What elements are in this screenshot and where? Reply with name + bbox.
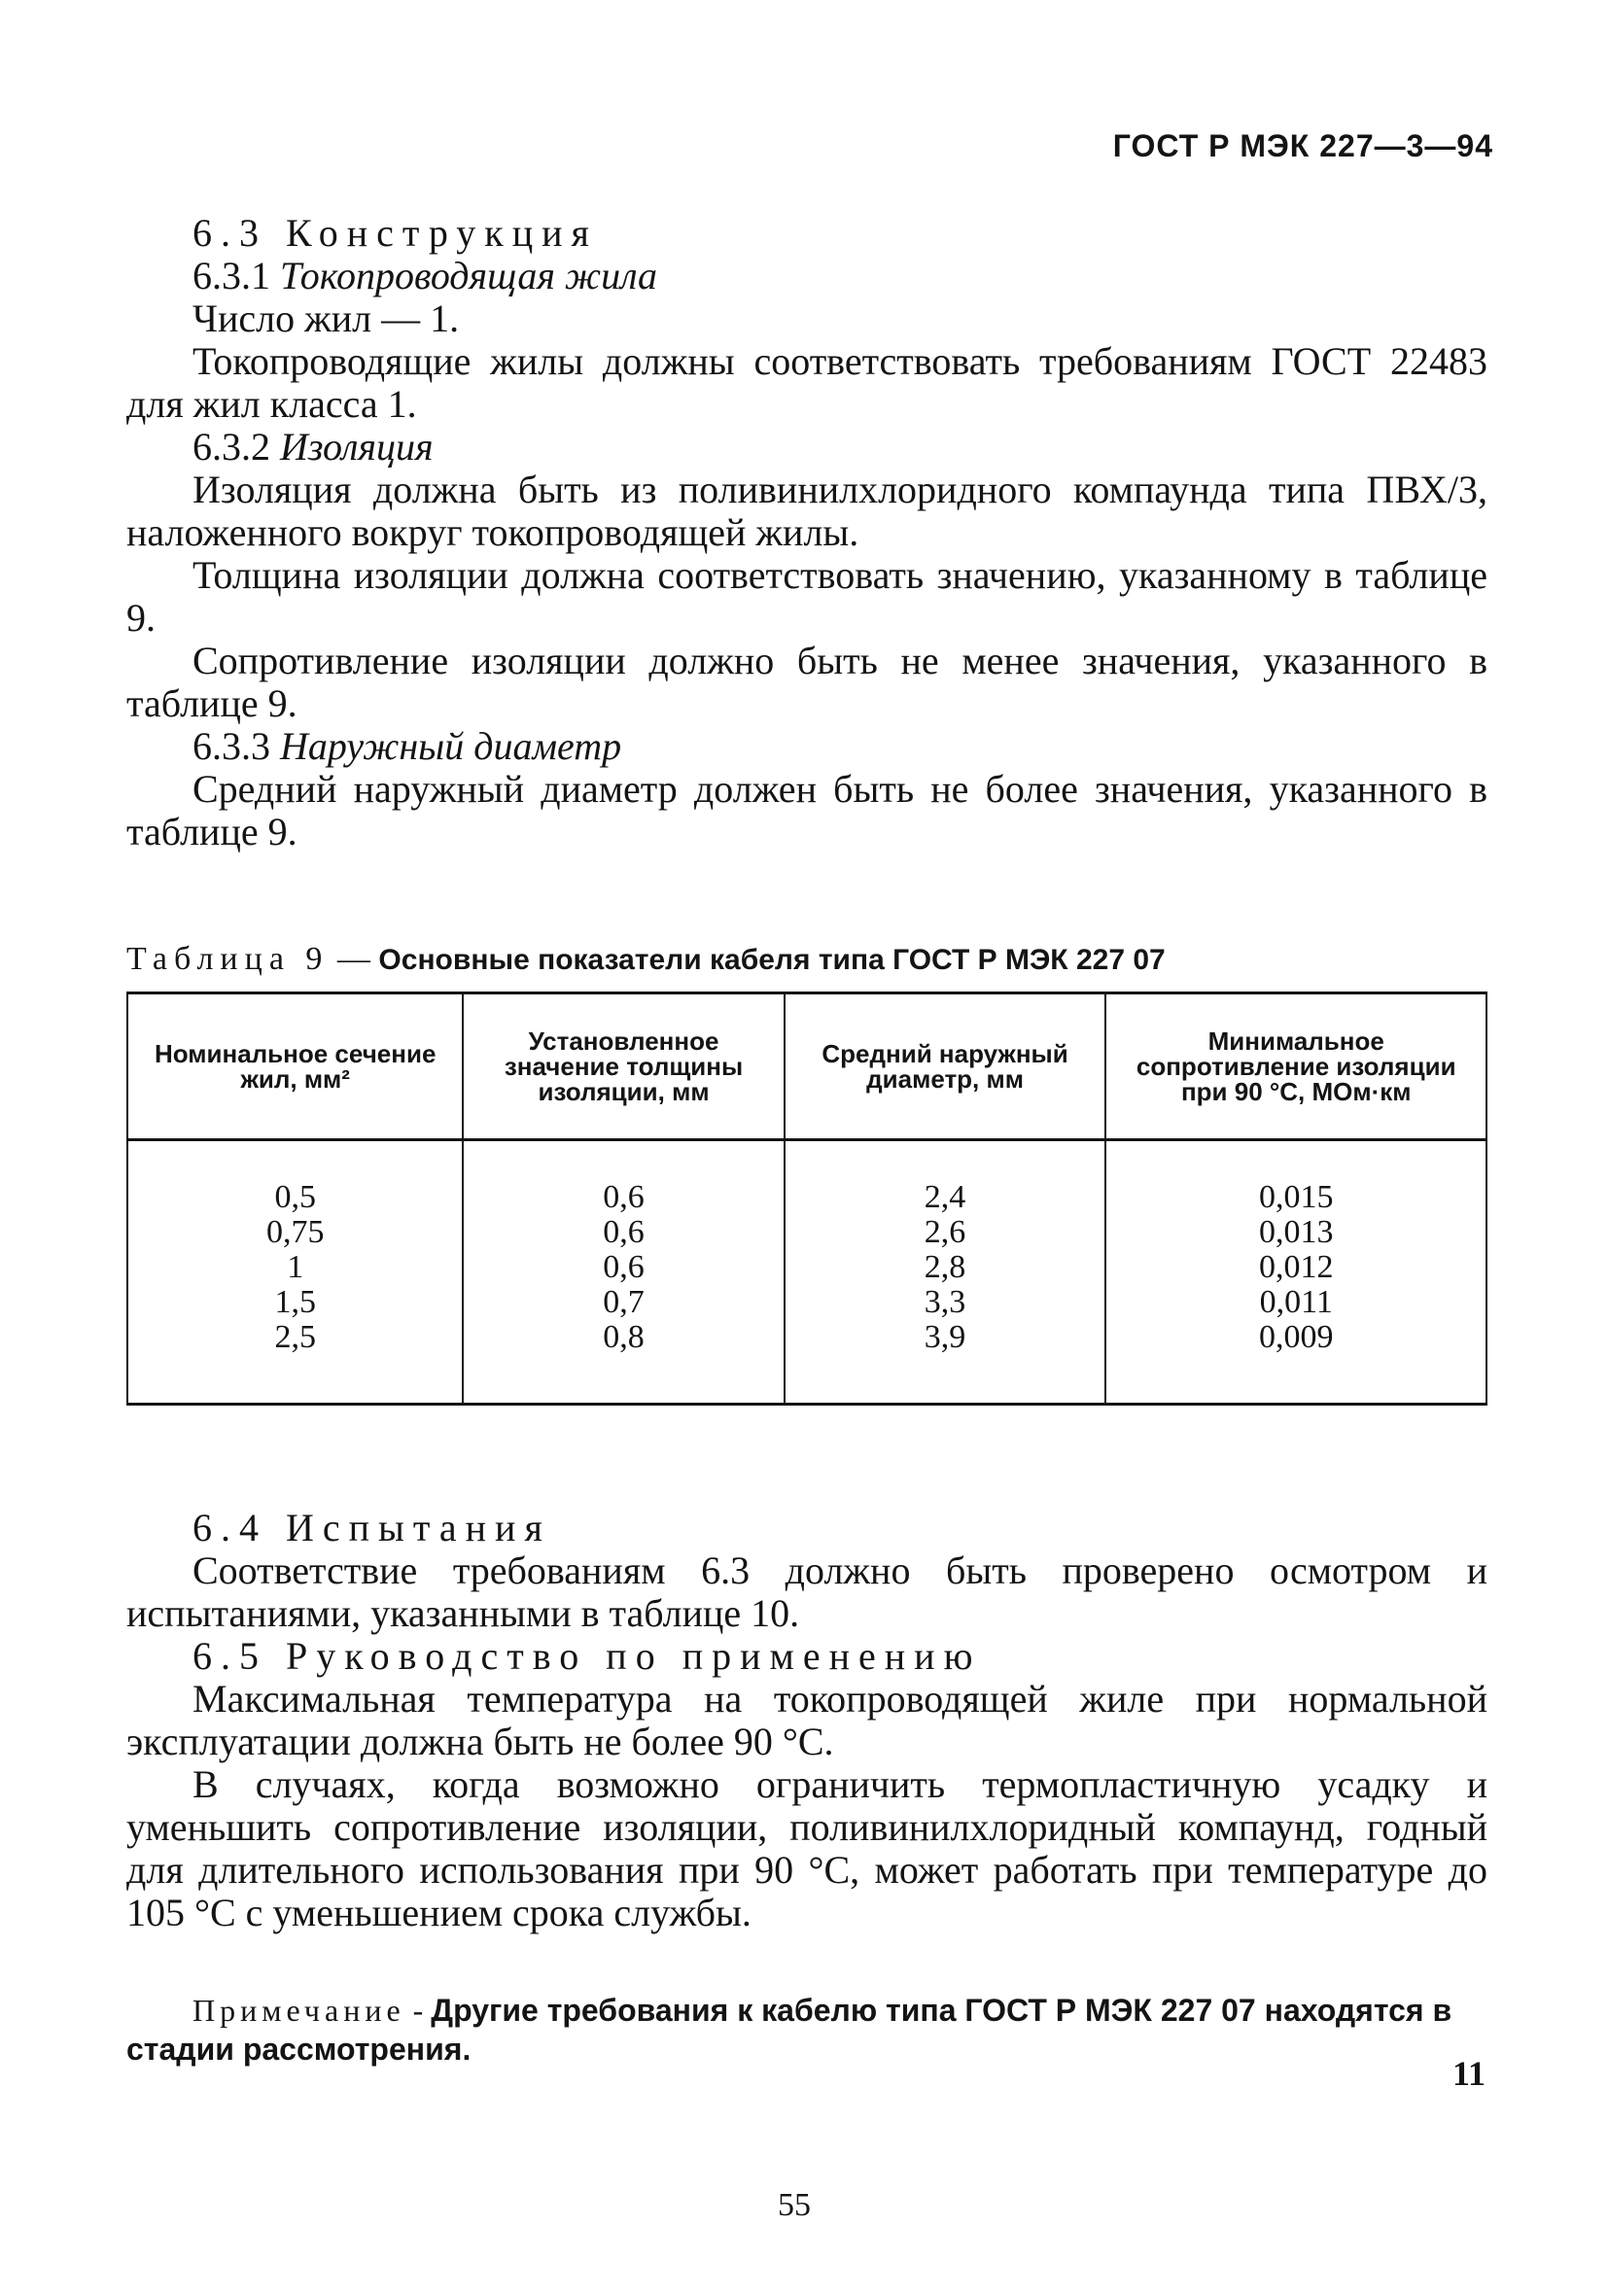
table-cell: 2,4	[924, 1179, 966, 1215]
table-9-title: Основные показатели кабеля типа ГОСТ Р МЭК 227 07	[378, 944, 1166, 976]
subsection-6-3-1-number: 6.3.1	[192, 254, 270, 297]
sections-6-4-6-5	[126, 1507, 1487, 1934]
section-6-5-title: 6.5 Руководство по применению	[192, 1634, 982, 1678]
table-9-caption	[126, 941, 1390, 978]
column-insulation-resistance	[1105, 1140, 1486, 1405]
diameter-paragraph: Средний наружный диаметр должен быть не более значения, указанного в таблице 9.	[126, 767, 1487, 853]
table-cell: 0,8	[603, 1319, 645, 1355]
num-cores-text: Число жил — 1.	[192, 296, 460, 340]
table-cell: 2,6	[924, 1214, 966, 1250]
table-cell: 0,013	[1258, 1214, 1334, 1250]
note-block	[126, 1991, 1487, 2069]
insulation-material-paragraph: Изоляция должна быть из поливинилхлоридного компаунда типа ПВХ/3, наложенного вокруг токопроводящей жилы.	[126, 468, 1487, 554]
table-cell: 0,6	[603, 1179, 645, 1215]
subsection-6-3-2-number: 6.3.2	[192, 425, 270, 469]
table-cell: 0,5	[274, 1179, 316, 1215]
table-cell: 2,8	[924, 1249, 966, 1285]
insulation-resistance-paragraph: Сопротивление изоляции должно быть не менее значения, указанного в таблице 9.	[126, 639, 1487, 725]
column-outer-diameter	[785, 1140, 1106, 1405]
table-cell: 1,5	[274, 1284, 316, 1320]
table-cell: 0,7	[603, 1284, 645, 1320]
table-cell: 0,015	[1258, 1179, 1334, 1215]
table-body-row	[127, 1140, 1486, 1405]
subsection-6-3-1-heading	[126, 255, 1487, 297]
subsection-6-3-3-title: Наружный диаметр	[280, 724, 622, 768]
header-insulation-thickness: Установленное значение толщины изоляции, мм	[463, 993, 784, 1140]
subsection-6-3-3-heading	[126, 725, 1487, 768]
column-insulation-thickness	[463, 1140, 784, 1405]
tests-paragraph: Соответствие требованиям 6.3 должно быть проверено осмотром и испытаниями, указанными в таблице 10.	[126, 1548, 1487, 1635]
insulation-thickness-paragraph: Толщина изоляции должна соответствовать значению, указанному в таблице 9.	[126, 553, 1487, 640]
section-6-4-title: 6.4 Испытания	[192, 1506, 551, 1549]
subsection-6-3-2-title: Изоляция	[280, 425, 434, 469]
table-header-row	[127, 993, 1486, 1140]
conductors-paragraph: Токопроводящие жилы должны соответствовать требованиям ГОСТ 22483 для жил класса 1.	[126, 339, 1487, 426]
subsection-6-3-2-heading	[126, 426, 1487, 469]
header-insulation-resistance: Минимальное сопротивление изоляции при 90 °С, МОм·км	[1105, 993, 1486, 1140]
table-9	[126, 991, 1487, 1406]
standard-code-header: ГОСТ Р МЭК 227—3—94	[1112, 128, 1493, 163]
reduced-shrinkage-paragraph: В случаях, когда возможно ограничить термопластичную усадку и уменьшить сопротивление изоляции, поливинилхлоридный компаунд, годный для длительного использования при 90 °С, может работать при температуре до 105 °С с уменьшением срока службы.	[126, 1762, 1487, 1934]
subsection-6-3-3-number: 6.3.3	[192, 724, 270, 768]
volume-page-number: 55	[778, 2187, 811, 2223]
table-cell: 0,011	[1259, 1284, 1333, 1320]
note-separator: -	[404, 1993, 432, 2028]
column-nominal-section	[127, 1140, 463, 1405]
table-cell: 0,009	[1258, 1319, 1334, 1355]
note-label: Примечание	[192, 1993, 405, 2028]
header-nominal-section: Номинальное сечение жил, мм²	[127, 993, 463, 1140]
subsection-6-3-1-title: Токопроводящая жила	[280, 254, 658, 297]
table-9-dash: —	[336, 941, 370, 977]
section-page-number: 11	[1451, 2054, 1486, 2093]
table-cell: 3,3	[924, 1284, 966, 1320]
table-cell: 0,6	[603, 1249, 645, 1285]
table-cell: 1	[287, 1249, 304, 1285]
table-9-label: Таблица 9	[126, 941, 330, 977]
note-text: Другие требования к кабелю типа ГОСТ Р МЭК 227 07 находятся в стадии рассмотрения.	[126, 1993, 1452, 2067]
section-6-3	[126, 212, 1487, 853]
section-6-3-title: 6.3 Конструкция	[192, 211, 598, 255]
table-cell: 0,6	[603, 1214, 645, 1250]
header-outer-diameter: Средний наружный диаметр, мм	[785, 993, 1106, 1140]
table-cell: 0,012	[1258, 1249, 1334, 1285]
table-cell: 2,5	[274, 1319, 316, 1355]
max-temperature-paragraph: Максимальная температура на токопроводящей жиле при нормальной эксплуатации должна быть не более 90 °С.	[126, 1677, 1487, 1763]
table-cell: 0,75	[265, 1214, 325, 1250]
table-cell: 3,9	[924, 1319, 966, 1355]
